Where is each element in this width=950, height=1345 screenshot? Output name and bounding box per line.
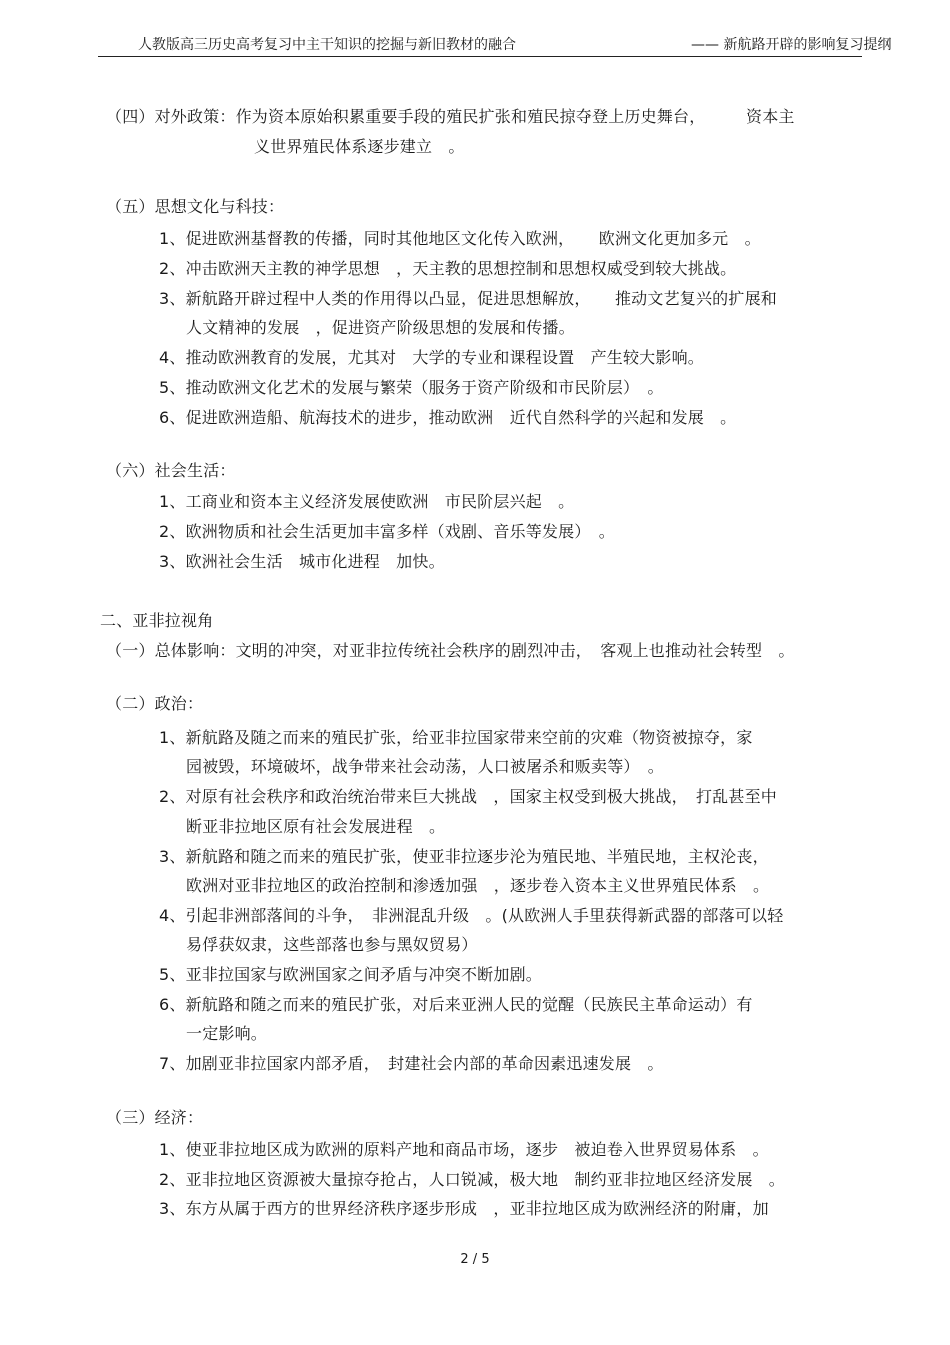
- text-line: 2、对原有社会秩序和政治统治带来巨大挑战 ，国家主权受到极大挑战， 打乱甚至中: [159, 787, 777, 806]
- text-line: 2、冲击欧洲天主教的神学思想 ，天主教的思想控制和思想权威受到较大挑战。: [159, 259, 737, 278]
- section-heading: 二、亚非拉视角: [100, 611, 214, 630]
- text-line: 1、促进欧洲基督教的传播，同时其他地区文化传入欧洲， 欧洲文化更加多元 。: [159, 229, 761, 248]
- text-line: 一定影响。: [186, 1024, 268, 1043]
- text-line: 2、欧洲物质和社会生活更加丰富多样（戏剧、音乐等发展） 。: [159, 522, 615, 541]
- text-line: 3、新航路开辟过程中人类的作用得以凸显，促进思想解放， 推动文艺复兴的扩展和: [159, 289, 777, 308]
- text-line: 义世界殖民体系逐步建立 。: [254, 137, 465, 156]
- text-line: 4、推动欧洲教育的发展，尤其对 大学的专业和课程设置 产生较大影响。: [159, 348, 704, 367]
- text-line: 1、新航路及随之而来的殖民扩张，给亚非拉国家带来空前的灾难（物资被掠夺，家: [159, 728, 753, 747]
- text-line: （四）对外政策：作为资本原始积累重要手段的殖民扩张和殖民掠夺登上历史舞台， 资本主: [106, 107, 795, 126]
- page-header: [98, 36, 892, 57]
- text-line: 5、亚非拉国家与欧洲国家之间矛盾与冲突不断加剧。: [159, 965, 542, 984]
- header-title: 人教版高三历史高考复习中主干知识的挖掘与新旧教材的融合: [138, 37, 516, 53]
- text-line: 人文精神的发展 ，促进资产阶级思想的发展和传播。: [186, 318, 575, 337]
- text-line: 4、引起非洲部落间的斗争， 非洲混乱升级 。(从欧洲人手里获得新武器的部落可以轻: [159, 906, 784, 925]
- text-line: 欧洲对亚非拉地区的政治控制和渗透加强 ，逐步卷入资本主义世界殖民体系 。: [186, 876, 770, 895]
- section-heading: （三）经济：: [106, 1108, 204, 1127]
- text-line: 3、新航路和随之而来的殖民扩张，使亚非拉逐步沦为殖民地、半殖民地，主权沦丧，: [159, 847, 769, 866]
- text-line: 7、加剧亚非拉国家内部矛盾， 封建社会内部的革命因素迅速发展 。: [159, 1054, 664, 1073]
- text-line: 2、亚非拉地区资源被大量掠夺抢占，人口锐减，极大地 制约亚非拉地区经济发展 。: [159, 1170, 785, 1189]
- section-heading: （五）思想文化与科技：: [106, 197, 285, 216]
- text-line: 1、使亚非拉地区成为欧洲的原料产地和商品市场，逐步 被迫卷入世界贸易体系 。: [159, 1140, 769, 1159]
- text-line: 易俘获奴隶，这些部落也参与黑奴贸易）: [186, 935, 478, 954]
- text-line: 1、工商业和资本主义经济发展使欧洲 市民阶层兴起 。: [159, 492, 575, 511]
- page-number: 2 / 5: [460, 1252, 490, 1267]
- text-line: 5、推动欧洲文化艺术的发展与繁荣（服务于资产阶级和市民阶层） 。: [159, 378, 664, 397]
- text-line: 园被毁，环境破坏，战争带来社会动荡，人口被屠杀和贩卖等） 。: [186, 757, 665, 776]
- text-line: 断亚非拉地区原有社会发展进程 。: [186, 817, 446, 836]
- text-line: 6、促进欧洲造船、航海技术的进步，推动欧洲 近代自然科学的兴起和发展 。: [159, 408, 737, 427]
- text-line: （一）总体影响：文明的冲突，对亚非拉传统社会秩序的剧烈冲击， 客观上也推动社会转型 。: [106, 641, 795, 660]
- header-subtitle: —— 新航路开辟的影响复习提纲: [691, 37, 892, 53]
- text-line: 3、欧洲社会生活 城市化进程 加快。: [159, 552, 445, 571]
- text-line: 3、东方从属于西方的世界经济秩序逐步形成 ，亚非拉地区成为欧洲经济的附庸，加: [159, 1199, 769, 1218]
- text-line: 6、新航路和随之而来的殖民扩张，对后来亚洲人民的觉醒（民族民主革命运动）有: [159, 995, 753, 1014]
- section-heading: （二）政治：: [106, 694, 204, 713]
- section-heading: （六）社会生活：: [106, 461, 236, 480]
